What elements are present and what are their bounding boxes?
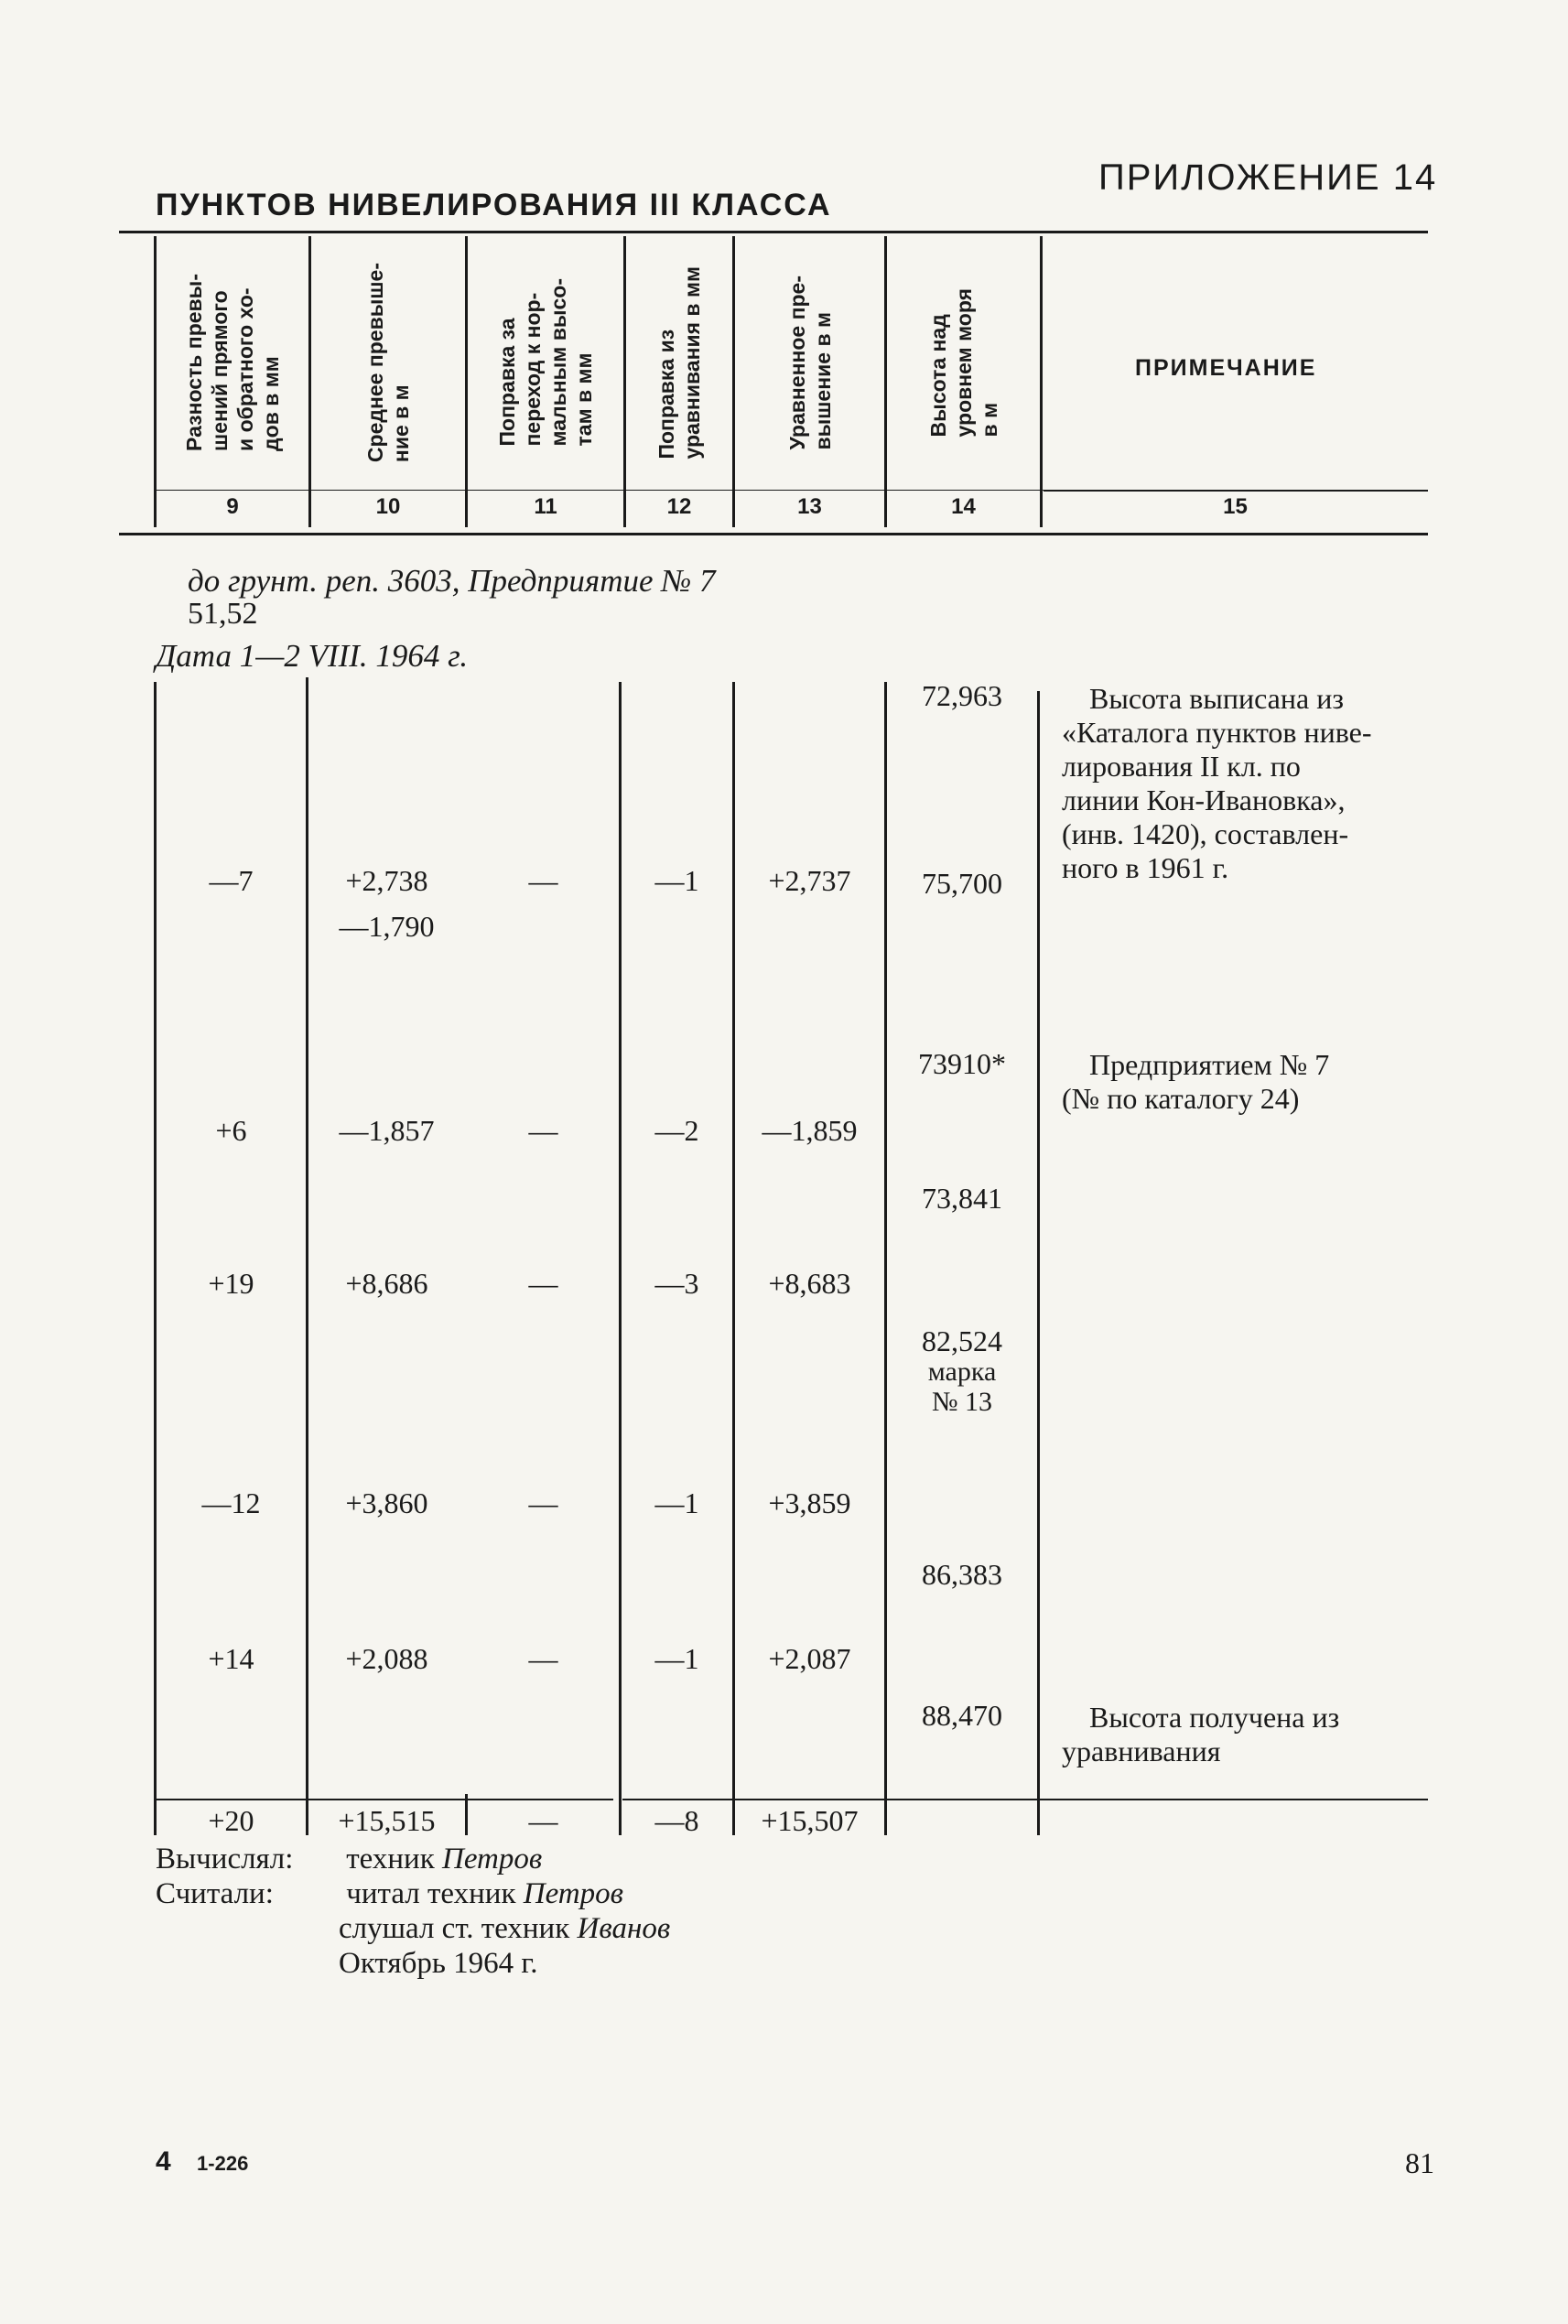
col-header-9-label: Разность превы- шений прямого и обратного хо- дов в мм <box>182 274 283 451</box>
row2-norm: — <box>528 1114 558 1147</box>
totals-rule-a <box>156 1799 613 1800</box>
row3-norm: — <box>528 1267 558 1300</box>
remark-3-line: уравнивания <box>1062 1735 1221 1767</box>
row4-mean: +3,860 <box>345 1486 428 1519</box>
total-adj: —8 <box>654 1804 699 1837</box>
row4-diff: —12 <box>201 1486 261 1519</box>
remark-1-line: ного в 1961 г. <box>1062 851 1229 884</box>
remark-2-line: (№ по каталогу 24) <box>1062 1082 1300 1115</box>
remark-1-line: лирования II кл. по <box>1062 750 1301 783</box>
read-prefix: читал техник <box>346 1877 516 1910</box>
row5-norm: — <box>528 1642 558 1675</box>
row1-diff: —7 <box>209 864 254 897</box>
remark-1 <box>1062 682 1428 885</box>
col-header-11 <box>468 240 623 485</box>
listened-prefix: слушал ст. техник <box>339 1912 570 1945</box>
row4-norm: — <box>528 1486 558 1519</box>
row5-adj: —1 <box>654 1642 699 1675</box>
col-header-12-label: Поправка из уравнивания в мм <box>654 265 704 459</box>
totals-rule-e <box>1040 1799 1428 1800</box>
remark-1-line: (инв. 1420), составлен- <box>1062 817 1349 850</box>
route-line-1: до грунт. реп. 3603, Предприятие № 7 <box>188 563 716 599</box>
col-header-14-label: Высота над уровнем моря в м <box>925 287 1001 438</box>
height-3: 73910* <box>918 1047 1006 1080</box>
total-eq: +15,507 <box>761 1804 859 1837</box>
checked-row <box>156 1876 670 1911</box>
body-col-sep <box>1037 691 1040 1835</box>
row5-eq: +2,087 <box>768 1642 851 1675</box>
remark-2-line: Предприятием № 7 <box>1089 1048 1330 1081</box>
col-num-10: 10 <box>375 494 401 519</box>
col-header-15: ПРИМЕЧАНИЕ <box>1135 355 1317 381</box>
computed-name: Петров <box>442 1843 543 1875</box>
row1-mean: +2,738 <box>345 864 428 897</box>
col-num-12: 12 <box>666 494 692 519</box>
col-header-11-label: Поправка за переход к нор- мальным высо- там в мм <box>495 278 596 447</box>
listened-row <box>156 1911 670 1946</box>
row2-diff: +6 <box>215 1114 247 1147</box>
total-diff: +20 <box>208 1804 254 1837</box>
height-5-mark: марка <box>927 1357 997 1387</box>
total-mean: +15,515 <box>338 1804 436 1837</box>
page-title: ПУНКТОВ НИВЕЛИРОВАНИЯ III КЛАССА <box>156 188 832 222</box>
col-num-14: 14 <box>951 494 976 519</box>
remark-3-line: Высота получена из <box>1089 1701 1340 1734</box>
col-sep <box>1040 236 1043 527</box>
row4-adj: —1 <box>654 1486 699 1519</box>
col-num-15: 15 <box>1223 494 1248 519</box>
read-name: Петров <box>523 1877 623 1910</box>
header-rule-notes <box>1044 490 1428 492</box>
col-header-10-label: Среднее превыше- ние в м <box>363 262 413 463</box>
computed-prefix: техник <box>346 1843 435 1875</box>
col-header-10 <box>311 240 465 485</box>
footer-left <box>156 2146 248 2178</box>
totals-rule-c <box>735 1799 884 1800</box>
signature-date: Октябрь 1964 г. <box>339 1947 538 1980</box>
height-6: 86,383 <box>922 1558 1002 1591</box>
page-number: 81 <box>1405 2146 1434 2179</box>
row4-eq: +3,859 <box>768 1486 851 1519</box>
row1-norm: — <box>528 864 558 897</box>
route-date: Дата 1—2 VIII. 1964 г. <box>156 638 469 674</box>
row1-eq: +2,737 <box>768 864 851 897</box>
remark-3 <box>1062 1701 1428 1768</box>
col-header-9 <box>157 240 308 485</box>
height-5-mark-no: № 13 <box>931 1387 993 1417</box>
col-num-13: 13 <box>797 494 822 519</box>
row2-adj: —2 <box>654 1114 699 1147</box>
remark-1-line: линии Кон-Ивановка», <box>1062 784 1346 816</box>
row5-diff: +14 <box>208 1642 254 1675</box>
row2-mean: —1,857 <box>339 1114 435 1147</box>
row1-adj: —1 <box>654 864 699 897</box>
remark-2 <box>1062 1048 1428 1116</box>
row5-mean: +2,088 <box>345 1642 428 1675</box>
row3-mean: +8,686 <box>345 1267 428 1300</box>
totals-rule-b <box>622 1799 732 1800</box>
print-code: 1-226 <box>197 2152 249 2175</box>
row3-adj: —3 <box>654 1267 699 1300</box>
remark-1-line: «Каталога пунктов ниве- <box>1062 716 1372 749</box>
checked-label: Считали: <box>156 1877 274 1910</box>
table-top-rule <box>119 231 1428 233</box>
col-header-13 <box>735 240 884 485</box>
col-header-14 <box>887 240 1040 485</box>
row1-mean-2: —1,790 <box>339 910 435 943</box>
col-num-9: 9 <box>226 494 239 519</box>
remark-1-line: Высота выписана из <box>1089 682 1344 715</box>
appendix-label: ПРИЛОЖЕНИЕ 14 <box>1098 157 1438 198</box>
height-4: 73,841 <box>922 1182 1002 1215</box>
table-header-bottom-rule <box>119 533 1428 535</box>
computed-label: Вычислял: <box>156 1843 294 1875</box>
header-rule <box>156 490 1044 491</box>
height-2: 75,700 <box>922 867 1002 900</box>
row3-eq: +8,683 <box>768 1267 851 1300</box>
totals-rule-d <box>887 1799 1037 1800</box>
total-norm: — <box>528 1804 558 1837</box>
listened-name: Иванов <box>577 1912 671 1945</box>
body-col-sep <box>884 682 887 1835</box>
height-7: 88,470 <box>922 1699 1002 1732</box>
route-line-2: 51,52 <box>188 597 258 631</box>
col-header-12 <box>626 240 732 485</box>
row2-eq: —1,859 <box>762 1114 858 1147</box>
row3-diff: +19 <box>208 1267 254 1300</box>
height-5: 82,524 <box>922 1324 1002 1357</box>
col-header-13-label: Уравненное пре- вышение в м <box>784 275 835 450</box>
signatures <box>156 1842 670 1981</box>
col-num-11: 11 <box>534 494 557 519</box>
sheet-number: 4 <box>156 2146 171 2177</box>
computed-row <box>156 1842 670 1876</box>
height-1: 72,963 <box>922 679 1002 712</box>
